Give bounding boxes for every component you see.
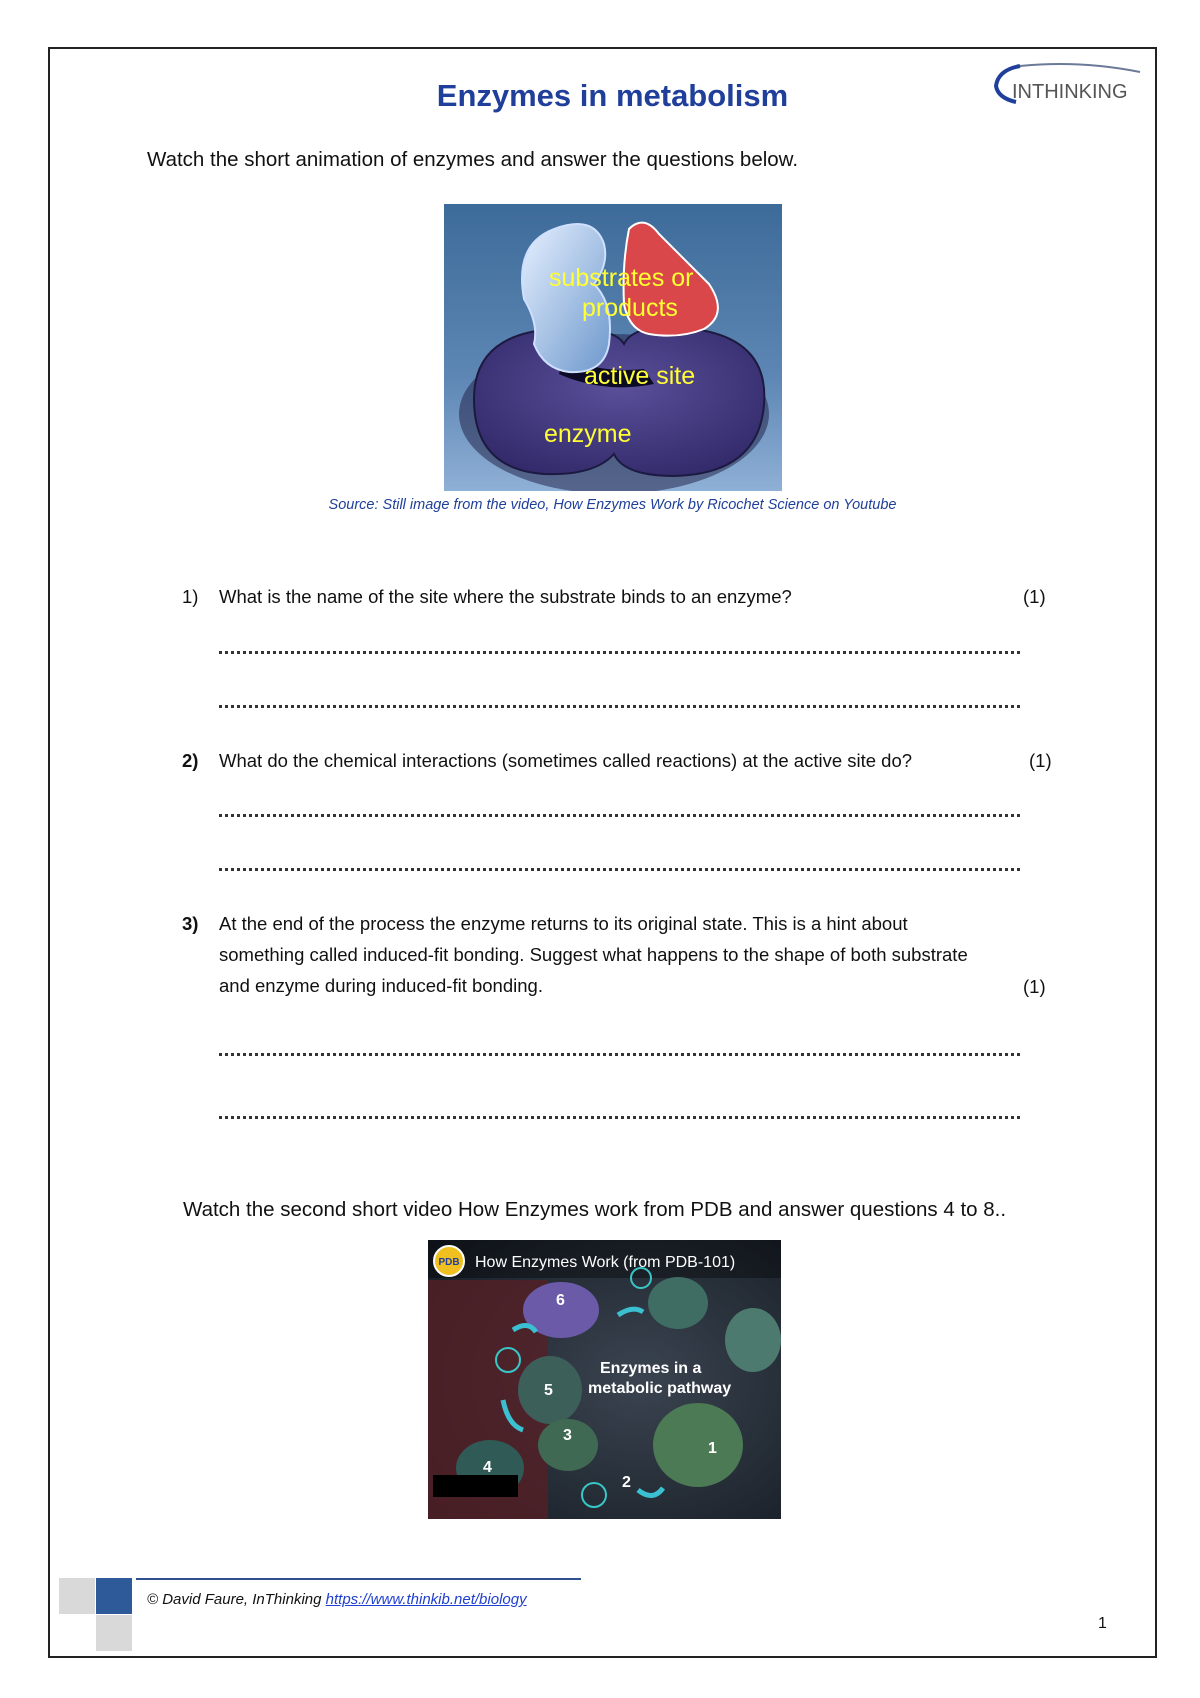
answer-line[interactable] xyxy=(219,1116,1020,1119)
answer-line[interactable] xyxy=(219,705,1020,708)
label-enzyme: enzyme xyxy=(544,420,632,448)
question-3-line: something called induced-fit bonding. Suggest what happens to the shape of both substrate xyxy=(219,944,968,965)
second-video-instructions: Watch the second short video How Enzymes work from PDB and answer questions 4 to 8.. xyxy=(183,1198,1007,1221)
question-1-text: What is the name of the site where the substrate binds to an enzyme? xyxy=(219,586,792,607)
label-substrates-line1: substrates or xyxy=(549,264,694,292)
inthinking-logo xyxy=(990,58,1150,108)
question-3-line: At the end of the process the enzyme returns to its original state. This is a hint about xyxy=(219,913,908,934)
pdb-video-thumbnail[interactable] xyxy=(428,1240,781,1519)
pathway-step-number: 2 xyxy=(622,1474,631,1491)
answer-line[interactable] xyxy=(219,651,1020,654)
question-2-number: 2) xyxy=(182,750,199,771)
question-2-marks: (1) xyxy=(1029,750,1052,771)
footer-copyright xyxy=(147,1591,527,1608)
pathway-step-number: 5 xyxy=(544,1382,553,1399)
video-title: How Enzymes Work (from PDB-101) xyxy=(475,1254,736,1271)
question-2-text: What do the chemical interactions (sometimes called reactions) at the active site do? xyxy=(219,750,913,771)
video-label-line2: metabolic pathway xyxy=(588,1380,732,1397)
footer-divider xyxy=(136,1578,581,1580)
logo-text: INTHINKING xyxy=(1012,81,1128,103)
question-3-number: 3) xyxy=(182,913,199,934)
pathway-step-number: 4 xyxy=(483,1459,492,1476)
footer-square-light xyxy=(96,1615,132,1651)
enzyme-animation-still xyxy=(444,204,782,491)
answer-line[interactable] xyxy=(219,868,1020,871)
footer-square-dark xyxy=(96,1578,132,1614)
question-3-text xyxy=(219,908,1069,1001)
answer-line[interactable] xyxy=(219,814,1020,817)
pathway-step-number: 6 xyxy=(556,1292,565,1309)
label-substrates-line2: products xyxy=(582,294,678,322)
label-active-site: active site xyxy=(584,362,696,390)
footer-square-light xyxy=(59,1578,95,1614)
pathway-step-number: 1 xyxy=(708,1440,717,1457)
intro-text: Watch the short animation of enzymes and answer the questions below. xyxy=(147,148,799,171)
pdb-badge: PDB xyxy=(438,1257,460,1268)
question-1-number: 1) xyxy=(182,586,199,607)
page-number: 1 xyxy=(1098,1615,1107,1632)
copyright-text: © David Faure, InThinking xyxy=(147,1591,326,1608)
answer-line[interactable] xyxy=(219,1053,1020,1056)
question-3-marks: (1) xyxy=(1023,976,1046,997)
page-title: Enzymes in metabolism xyxy=(436,78,789,113)
video-label-line1: Enzymes in a xyxy=(600,1360,702,1377)
footer-link[interactable]: https://www.thinkib.net/biology xyxy=(325,1591,527,1608)
question-1-marks: (1) xyxy=(1023,586,1046,607)
figure1-caption: Source: Still image from the video, How Enzymes Work by Ricochet Science on Youtube xyxy=(328,497,897,513)
pathway-step-number: 3 xyxy=(563,1427,572,1444)
question-3-line: and enzyme during induced-fit bonding. xyxy=(219,975,543,996)
